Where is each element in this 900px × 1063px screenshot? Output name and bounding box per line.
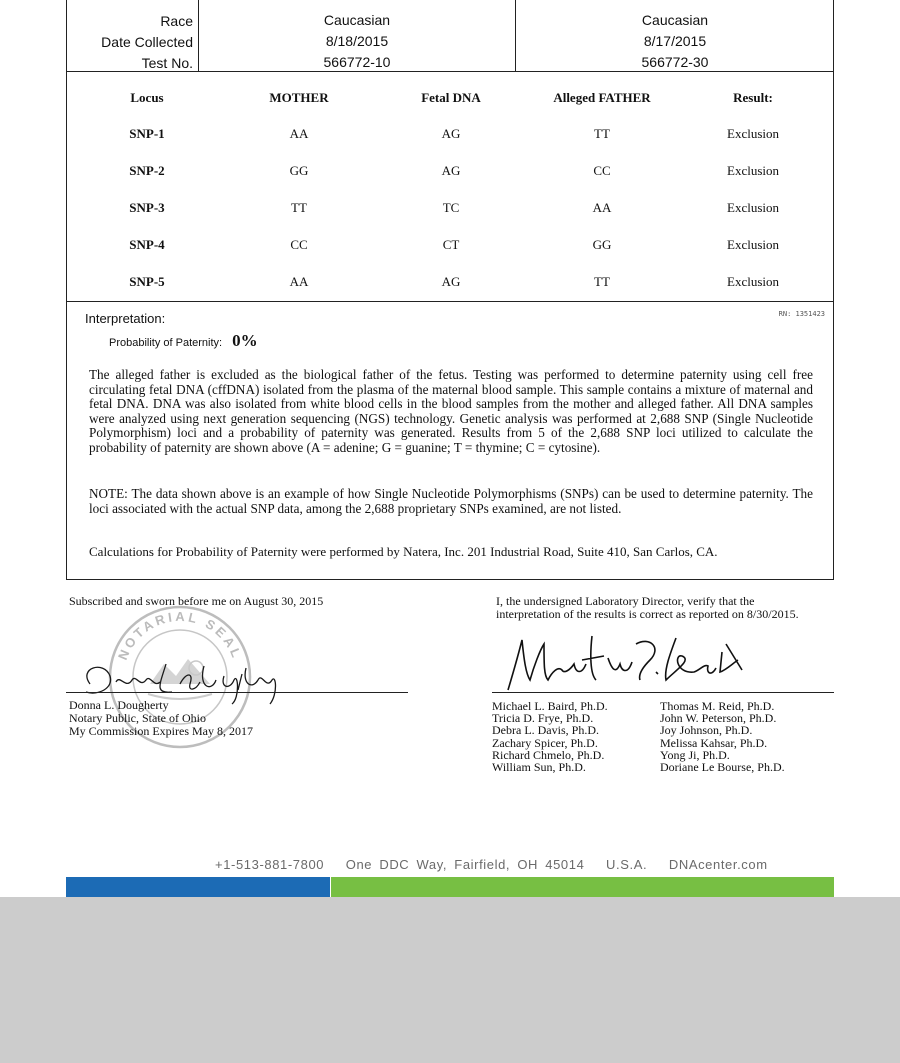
- mother-cell: CC: [290, 237, 308, 252]
- mother-cell: AA: [289, 274, 309, 289]
- father-race: Caucasian: [641, 12, 709, 28]
- staff-list-left: [492, 700, 608, 773]
- notary-name: Donna L. Dougherty: [69, 698, 169, 712]
- calculations-statement: Calculations for Probability of Paternity were performed by Natera, Inc. 201 Industrial Road, Suite 410, San Carlos, CA.: [89, 544, 718, 559]
- staff-name: William Sun, Ph.D.: [492, 760, 586, 775]
- probability-label: Probability of Paternity:: [109, 337, 223, 349]
- test-no-label: Test No.: [141, 55, 193, 71]
- result-cell: Exclusion: [727, 126, 779, 141]
- interpretation-section: [66, 302, 834, 580]
- fetal-cell: AG: [441, 163, 461, 178]
- staff-name: Debra L. Davis, Ph.D.: [492, 723, 599, 738]
- locus-cell: SNP-2: [129, 163, 165, 178]
- mother-cell: GG: [289, 163, 309, 178]
- staff-name: Richard Chmelo, Ph.D.: [492, 747, 605, 762]
- date-collected-label: Date Collected: [101, 34, 193, 50]
- probability-value: 0%: [232, 331, 258, 350]
- fetal-cell: AG: [441, 126, 461, 141]
- father-cell: TT: [594, 274, 610, 289]
- interpretation-heading: Interpretation:: [85, 311, 166, 326]
- sample-info-header: [66, 0, 834, 72]
- father-test-no: 566772-30: [641, 54, 709, 70]
- notary-title: Notary Public, State of Ohio: [69, 711, 206, 725]
- race-label: Race: [160, 13, 193, 29]
- staff-name: Zachary Spicer, Ph.D.: [492, 735, 598, 750]
- column-header-result: Result:: [733, 90, 773, 105]
- locus-cell: SNP-4: [129, 237, 165, 252]
- interpretation-paragraph: The alleged father is excluded as the biological father of the fetus. Testing was performed to determine paternity using cell free circulating fetal DNA (cffDNA) isolated from the plasma of the maternal blood sample. This sample contains a mixture of maternal and fetal DNA. DNA was also isolated from white blood cells in the blood samples from the mother and alleged father. All DNA samples were analyzed using next generation sequencing (NGS) technology. Genetic analysis was performed at 2,688 SNP (Single Nucleotide Polymorphism) loci and a probability of paternity was generated. Results from 5 of the 2,688 SNP loci utilized to calculate the probability of paternity are shown above (A = adenine; G = guanine; T = thymine; C = cytosine).: [89, 367, 813, 455]
- staff-name: John W. Peterson, Ph.D.: [660, 711, 777, 726]
- staff-name: Yong Ji, Ph.D.: [660, 747, 730, 762]
- director-statement-line1: I, the undersigned Laboratory Director, verify that the: [496, 594, 755, 608]
- fetal-cell: AG: [441, 274, 461, 289]
- father-cell: TT: [594, 126, 610, 141]
- fetal-cell: CT: [442, 237, 460, 252]
- result-cell: Exclusion: [727, 200, 779, 215]
- staff-list-right: [660, 700, 785, 773]
- seal-text: NOTARIAL SEAL: [114, 608, 246, 663]
- column-header-alleged-father: Alleged FATHER: [553, 90, 651, 105]
- father-cell: CC: [593, 163, 611, 178]
- column-header-mother: MOTHER: [269, 90, 329, 105]
- mother-cell: TT: [291, 200, 307, 215]
- staff-name: Doriane Le Bourse, Ph.D.: [660, 760, 785, 775]
- director-statement-line2: interpretation of the results is correct as reported on 8/30/2015.: [496, 607, 799, 621]
- notary-commission: My Commission Expires May 8, 2017: [69, 724, 254, 738]
- result-cell: Exclusion: [727, 237, 779, 252]
- staff-name: Joy Johnson, Ph.D.: [660, 723, 753, 738]
- director-signature-icon: [500, 630, 750, 700]
- mother-date-collected: 8/18/2015: [325, 33, 389, 49]
- rn-number: RN: 1351423: [778, 310, 825, 318]
- fetal-cell: TC: [442, 200, 460, 215]
- staff-name: Tricia D. Frye, Ph.D.: [492, 711, 594, 726]
- father-cell: GG: [592, 237, 612, 252]
- locus-cell: SNP-5: [129, 274, 165, 289]
- director-signature-line: [492, 692, 834, 693]
- staff-name: Michael L. Baird, Ph.D.: [492, 699, 608, 713]
- subscribed-statement: Subscribed and sworn before me on August 30, 2015: [69, 594, 324, 608]
- footer-contact-info: +1-513-881-7800 One DDC Way, Fairfield, OH 45014 U.S.A. DNAcenter.com: [215, 857, 768, 872]
- mother-test-no: 566772-10: [323, 54, 391, 70]
- footer-blue-bar: [66, 877, 330, 897]
- note-paragraph: NOTE: The data shown above is an example of how Single Nucleotide Polymorphisms (SNPs) can be used to determine paternity. The loci associated with the actual SNP data, among the 2,688 proprietary SNPs examined, are not listed.: [89, 486, 813, 516]
- snp-results-table: [66, 72, 834, 302]
- page-bottom-gray-area: [0, 897, 900, 1063]
- staff-name: Thomas M. Reid, Ph.D.: [660, 699, 775, 713]
- result-cell: Exclusion: [727, 274, 779, 289]
- father-cell: AA: [592, 200, 612, 215]
- locus-cell: SNP-3: [129, 200, 165, 215]
- mother-cell: AA: [289, 126, 309, 141]
- column-header-fetal-dna: Fetal DNA: [421, 90, 481, 105]
- result-cell: Exclusion: [727, 163, 779, 178]
- probability-of-paternity: [109, 331, 258, 351]
- staff-name: Melissa Kahsar, Ph.D.: [660, 735, 768, 750]
- father-date-collected: 8/17/2015: [643, 33, 707, 49]
- mother-race: Caucasian: [323, 12, 391, 28]
- footer-green-bar: [331, 877, 834, 897]
- notary-signature-line: [66, 692, 408, 693]
- locus-cell: SNP-1: [129, 126, 165, 141]
- column-header-locus: Locus: [130, 90, 164, 105]
